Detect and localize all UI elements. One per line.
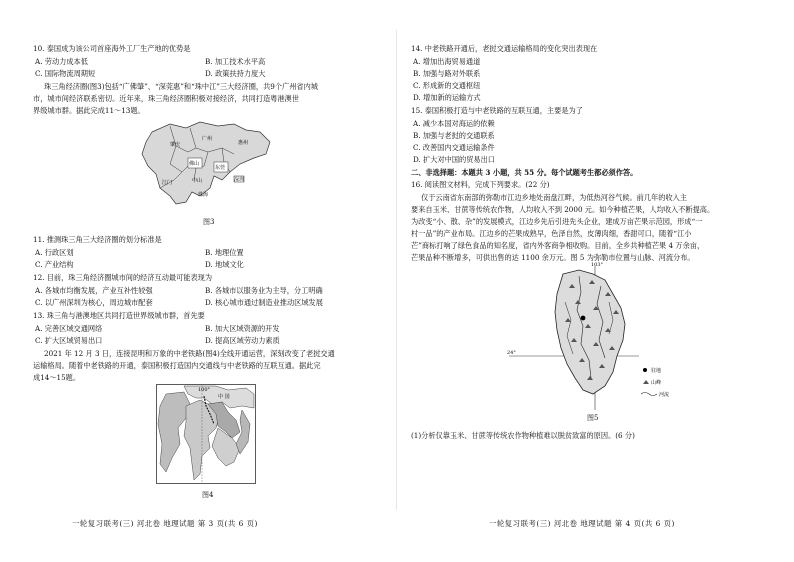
q12-stem: 12. 目前，珠三角经济圈城市间的经济互动最可能表现为 — [33, 273, 213, 282]
q10-option-a: A. 劳动力成本低 — [35, 57, 88, 66]
q14-stem: 14. 中老铁路开通后，老挝交通运输格局的变化突出表现在 — [411, 44, 598, 53]
figure-4-caption: 图4 — [202, 491, 214, 499]
q11-option-c: C. 产业结构 — [35, 260, 74, 269]
q11-option-a: A. 行政区划 — [35, 248, 74, 257]
q16-text-line6: 芒果品种不断增多，可供出售的达 1100 余万元。图 5 为弥勒市位置与山脉、河流分布。 — [411, 253, 695, 262]
section-2-heading: 二、非选择题：本题共 3 小题，共 55 分。每个试题考生都必须作答。 — [411, 168, 638, 177]
passage1-line3: 界级城市群。据此完成11～13题。 — [33, 106, 145, 115]
q15-option-c: C. 改善国内交通运输条件 — [413, 143, 495, 152]
passage1-line2: 市，城市间经济联系密切。近年来，珠三角经济圈积极对接经济，共同打造粤港澳世 — [33, 94, 299, 103]
figure-5-caption: 图5 — [587, 414, 599, 422]
q14-option-b: B. 加强与路对外联系 — [413, 69, 481, 78]
q12-option-c: C. 以广州深圳为核心，周边城市配套 — [35, 298, 153, 307]
q16-sub1: (1)分析仅靠玉米、甘蔗等传统农作物种植难以脱贫致富的原因。(6 分) — [411, 431, 635, 440]
figure-5-map — [509, 262, 699, 410]
fig3-label-c: 惠州 — [238, 140, 249, 146]
q16-text-line2: 要来自玉米、甘蔗等传统农作物，人均收入不到 2000 元。如今种植芒果，人均收入不断提高。 — [411, 205, 715, 214]
fig3-label-i: 珠海 — [198, 192, 209, 198]
figure-3-map — [130, 118, 280, 210]
q10-stem: 10. 泰国成为该公司首座海外工厂生产地的优势是 — [33, 44, 191, 53]
fig5-label-lon: 103° — [591, 262, 604, 268]
q15-option-b: B. 加强与老挝的交通联系 — [413, 131, 495, 140]
q15-stem: 15. 泰国积极打造与中老铁路的互联互通，主要是为了 — [411, 106, 583, 115]
fig3-label-d: 佛山 — [189, 161, 200, 167]
fig5-legend — [641, 367, 669, 398]
fig3-label-f: 江门 — [162, 180, 173, 186]
q16-stem: 16. 阅读图文材料，完成下列要求。(22 分) — [411, 180, 550, 189]
q10-option-c: C. 国际物流周期短 — [35, 69, 96, 78]
fig3-label-a: 肇庆 — [170, 142, 181, 148]
q10-option-d: D. 政策扶持力度大 — [205, 69, 266, 78]
q13-stem: 13. 珠三角与港澳地区共同打造世界级城市群，首先要 — [33, 311, 205, 320]
q12-option-a: A. 各城市均衡发展，产业互补性较强 — [35, 286, 153, 295]
q11-option-b: B. 地理位置 — [205, 248, 244, 257]
left-footer: 一轮复习联考(三) 河北卷 地理试题 第 3 页(共 6 页) — [72, 519, 258, 528]
fig3-label-b: 广州 — [202, 136, 213, 142]
fig5-legend-3: 河流 — [659, 392, 670, 398]
figure-3-caption: 图3 — [203, 218, 215, 226]
q16-text-line5: 芒”商标打响了绿色食品的知名度，省内外客商争相收购。目前，全乡共种植芒果 4 万余亩， — [411, 241, 705, 250]
fig3-label-e: 东莞 — [215, 165, 226, 171]
fig5-legend-2: 山峰 — [651, 380, 662, 386]
fig5-legend-1: 驻地 — [651, 368, 662, 374]
q14-option-c: C. 形成新的交通枢纽 — [413, 81, 481, 90]
q16-text-line1: 仅于云南省东南部的弥勒市江边乡地处南盘江畔，为低热河谷气候。前几年的收入主 — [421, 193, 687, 202]
right-footer: 一轮复习联考(三) 河北卷 地理试题 第 4 页(共 6 页) — [489, 519, 675, 528]
q12-option-d: D. 核心城市通过制造业推动区域发展 — [205, 298, 323, 307]
passage2-line2: 运输格局。随着中老铁路的开通，泰国积极打造国内交通线与中老铁路的互联互通。据此完 — [33, 361, 321, 370]
figure-4-map — [156, 384, 256, 484]
fig3-label-h: 深圳 — [234, 177, 245, 183]
passage2-line3: 成14～15题。 — [33, 373, 81, 382]
fig4-label-china: 中 国 — [218, 394, 230, 400]
q15-option-a: A. 减少本国对海运的依赖 — [413, 119, 495, 128]
q13-option-b: B. 加大区域资源的开发 — [205, 324, 280, 333]
q13-option-d: D. 提高区域劳动力素质 — [205, 336, 280, 345]
q14-option-a: A. 增加出海贸易通道 — [413, 57, 481, 66]
passage1-line1: 珠三角经济圈(图3)包括“广佛肇”、“深莞惠”和“珠中江”三大经济圈，共9个广州省内城 — [44, 82, 318, 91]
q11-stem: 11. 推测珠三角三大经济圈的划分标准是 — [33, 235, 162, 244]
q15-option-d: D. 扩大对中国的贸易出口 — [413, 155, 495, 164]
q12-option-b: B. 各城市以服务业为主导，分工明确 — [205, 286, 323, 295]
fig4-label-lon: 100° — [198, 387, 211, 393]
q16-text-line4: 村一品”的产业布局。江边乡的芒果成熟早，色泽自然，皮薄肉细，香甜可口，随着“江小 — [411, 229, 692, 238]
q16-text-line3: 为改变“小、散、杂”的发展模式，江边乡先后引进先头企业，建成万亩芒果示范园，形成“一 — [411, 217, 703, 226]
passage2-line1: 2021 年 12 月 3 日，连接昆明和万象的中老铁路(图4)全线开通运营，深刻改变了老挝交通 — [44, 349, 335, 358]
fig3-label-g: 中山 — [192, 178, 203, 184]
q13-option-c: C. 扩大区域贸易出口 — [35, 336, 103, 345]
q14-option-d: D. 增加新的运输方式 — [413, 93, 481, 102]
fig5-label-lat: 24° — [507, 350, 516, 356]
right-page — [397, 0, 794, 562]
q13-option-a: A. 完善区域交通网络 — [35, 324, 103, 333]
q10-option-b: B. 加工技术水平高 — [205, 57, 266, 66]
q11-option-d: D. 地域文化 — [205, 260, 244, 269]
